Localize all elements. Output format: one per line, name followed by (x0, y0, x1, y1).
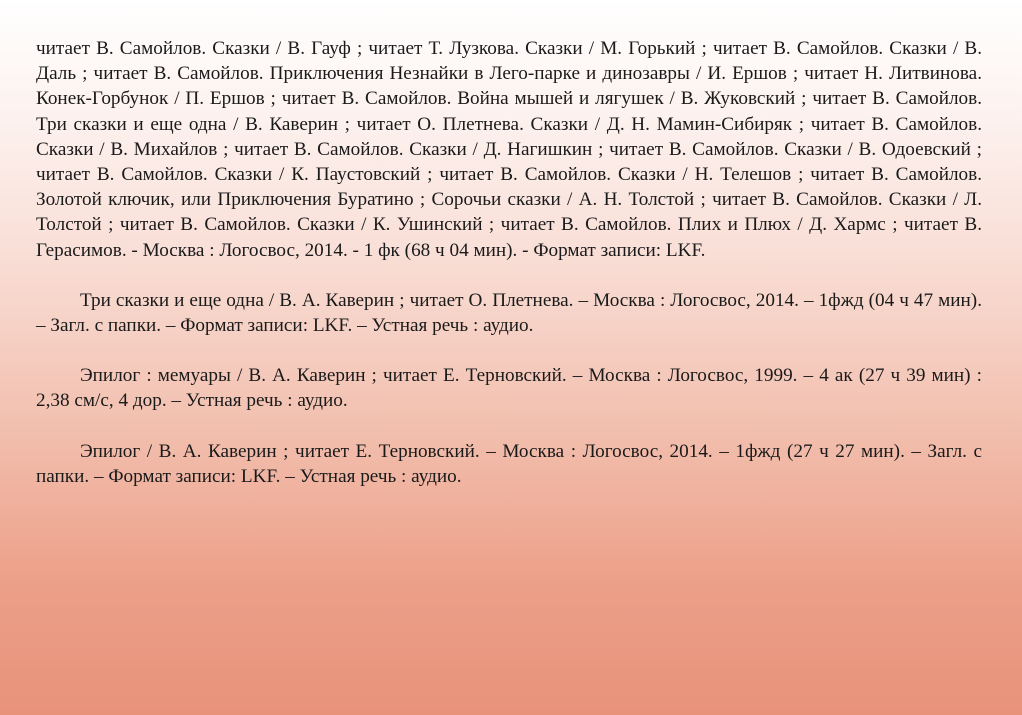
bibliography-entry-epilog-2014: Эпилог / В. А. Каверин ; читает Е. Терновский. – Москва : Логосвос, 2014. – 1фжд (27 ч 27 мин). – Загл. с папки. – Формат записи: LKF. – Устная речь : аудио. (36, 440, 982, 487)
bibliography-entry-fairy-tales-collection: читает В. Самойлов. Сказки / В. Гауф ; читает Т. Лузкова. Сказки / М. Горький ; читает В. Самойлов. Сказки / В. Даль ; читает В. Самойлов. Приключения Незнайки в Лего-парке и динозавры / И. Ершов ; читает Н. Литвинова. Конек-Горбунок / П. Ершов ; читает В. Самойлов. Война мышей и лягушек / В. Жуковский ; читает В. Самойлов. Три сказки и еще одна / В. Каверин ; читает О. Плетнева. Сказки / Д. Н. Мамин-Сибиряк ; читает В. Самойлов. Сказки / В. Михайлов ; читает В. Самойлов. Сказки / Д. Нагишкин ; читает В. Самойлов. Сказки / В. Одоевский ; читает В. Самойлов. Сказки / К. Паустовский ; читает В. Самойлов. Сказки / Н. Телешов ; читает В. Самойлов. Золотой ключик, или Приключения Буратино ; Сорочьи сказки / А. Н. Толстой ; читает В. Самойлов. Сказки / Л. Толстой ; читает В. Самойлов. Сказки / К. Ушинский ; читает В. Самойлов. Плих и Плюх / Д. Хармс ; читает В. Герасимов. - Москва : Логосвос, 2014. - 1 фк (68 ч 04 мин). - Формат записи: LKF. (36, 38, 982, 261)
bibliography-entry-tri-skazki: Три сказки и еще одна / В. А. Каверин ; читает О. Плетнева. – Москва : Логосвос, 2014. – 1фжд (04 ч 47 мин). – Загл. с папки. – Формат записи: LKF. – Устная речь : аудио. (36, 289, 982, 337)
bibliography-text (36, 36, 982, 514)
bibliography-entry-epilog-1999: Эпилог : мемуары / В. А. Каверин ; читает Е. Терновский. – Москва : Логосвос, 1999. – 4 ак (27 ч 39 мин) : 2,38 см/с, 4 дор. – Устная речь : аудио. (36, 365, 982, 412)
